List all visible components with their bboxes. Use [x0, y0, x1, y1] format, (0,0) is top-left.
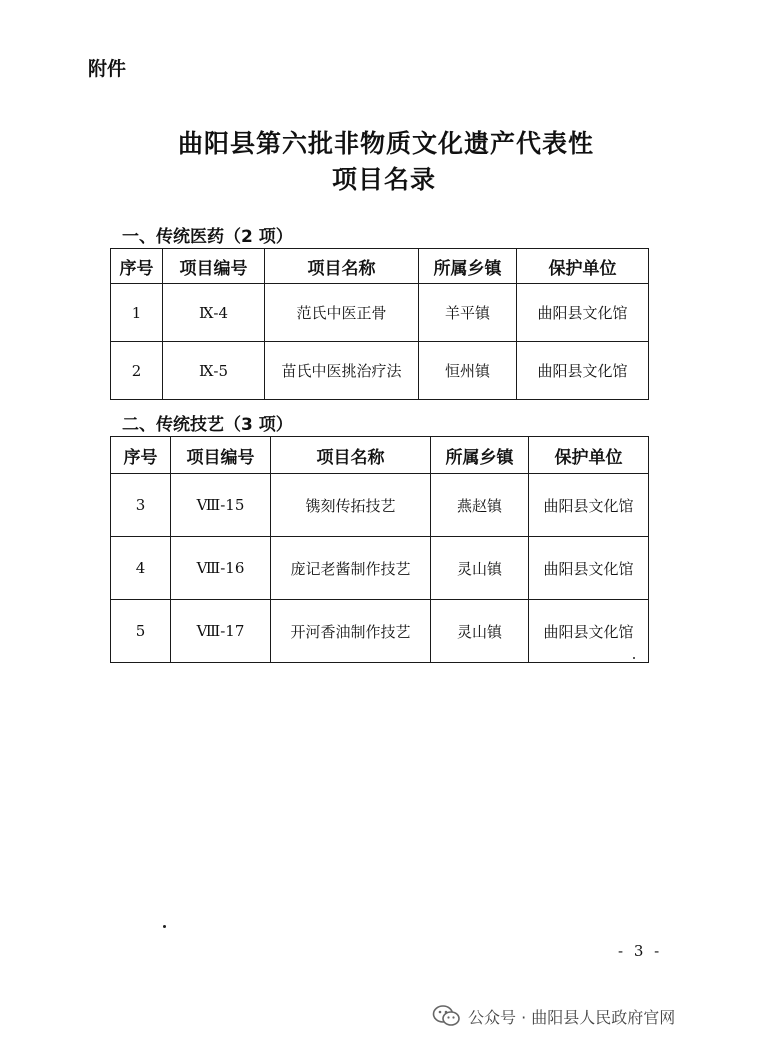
header-unit: 保护单位 [529, 437, 649, 474]
cell-no: 5 [111, 600, 171, 663]
scan-speck [163, 925, 166, 928]
cell-no: 3 [111, 474, 171, 537]
header-town: 所属乡镇 [419, 249, 517, 284]
table-row [111, 284, 649, 342]
document-title-line1: 曲阳县第六批非物质文化遗产代表性 [177, 129, 594, 158]
cell-code: Ⅸ-5 [163, 342, 265, 400]
section-heading-medicine: 一、传统医药（2 项） [122, 227, 293, 247]
header-no: 序号 [111, 249, 163, 284]
cell-code: Ⅷ-15 [171, 474, 271, 537]
attachment-label: 附件 [88, 58, 127, 80]
medicine-table [110, 248, 649, 400]
craft-table [110, 436, 649, 663]
table-header-row [111, 437, 649, 474]
header-code: 项目编号 [171, 437, 271, 474]
scan-speck [633, 657, 635, 659]
cell-unit: 曲阳县文化馆 [529, 474, 649, 537]
cell-town: 羊平镇 [419, 284, 517, 342]
header-no: 序号 [111, 437, 171, 474]
cell-name: 范氏中医正骨 [265, 284, 419, 342]
document-title-line2: 项目名录 [331, 165, 436, 194]
cell-town: 灵山镇 [431, 537, 529, 600]
cell-code: Ⅸ-4 [163, 284, 265, 342]
cell-no: 1 [111, 284, 163, 342]
table-row [111, 600, 649, 663]
cell-no: 4 [111, 537, 171, 600]
cell-name: 苗氏中医挑治疗法 [265, 342, 419, 400]
cell-unit: 曲阳县文化馆 [529, 537, 649, 600]
header-code: 项目编号 [163, 249, 265, 284]
cell-unit: 曲阳县文化馆 [529, 600, 649, 663]
table-header-row [111, 249, 649, 284]
cell-town: 灵山镇 [431, 600, 529, 663]
cell-name: 镌刻传拓技艺 [271, 474, 431, 537]
table-row [111, 474, 649, 537]
section-heading-craft: 二、传统技艺（3 项） [122, 415, 293, 435]
cell-town: 恒州镇 [419, 342, 517, 400]
header-name: 项目名称 [271, 437, 431, 474]
header-town: 所属乡镇 [431, 437, 529, 474]
cell-code: Ⅷ-17 [171, 600, 271, 663]
cell-town: 燕赵镇 [431, 474, 529, 537]
cell-unit: 曲阳县文化馆 [517, 284, 649, 342]
header-unit: 保护单位 [517, 249, 649, 284]
cell-name: 开河香油制作技艺 [271, 600, 431, 663]
table-row [111, 342, 649, 400]
footer-text: 公众号 · 曲阳县人民政府官网 [468, 1007, 676, 1027]
header-name: 项目名称 [265, 249, 419, 284]
cell-code: Ⅷ-16 [171, 537, 271, 600]
page-number: - 3 - [618, 942, 663, 960]
watermark-footer [432, 1004, 675, 1028]
cell-name: 庞记老酱制作技艺 [271, 537, 431, 600]
cell-unit: 曲阳县文化馆 [517, 342, 649, 400]
cell-no: 2 [111, 342, 163, 400]
table-row [111, 537, 649, 600]
wechat-icon [432, 1004, 462, 1028]
